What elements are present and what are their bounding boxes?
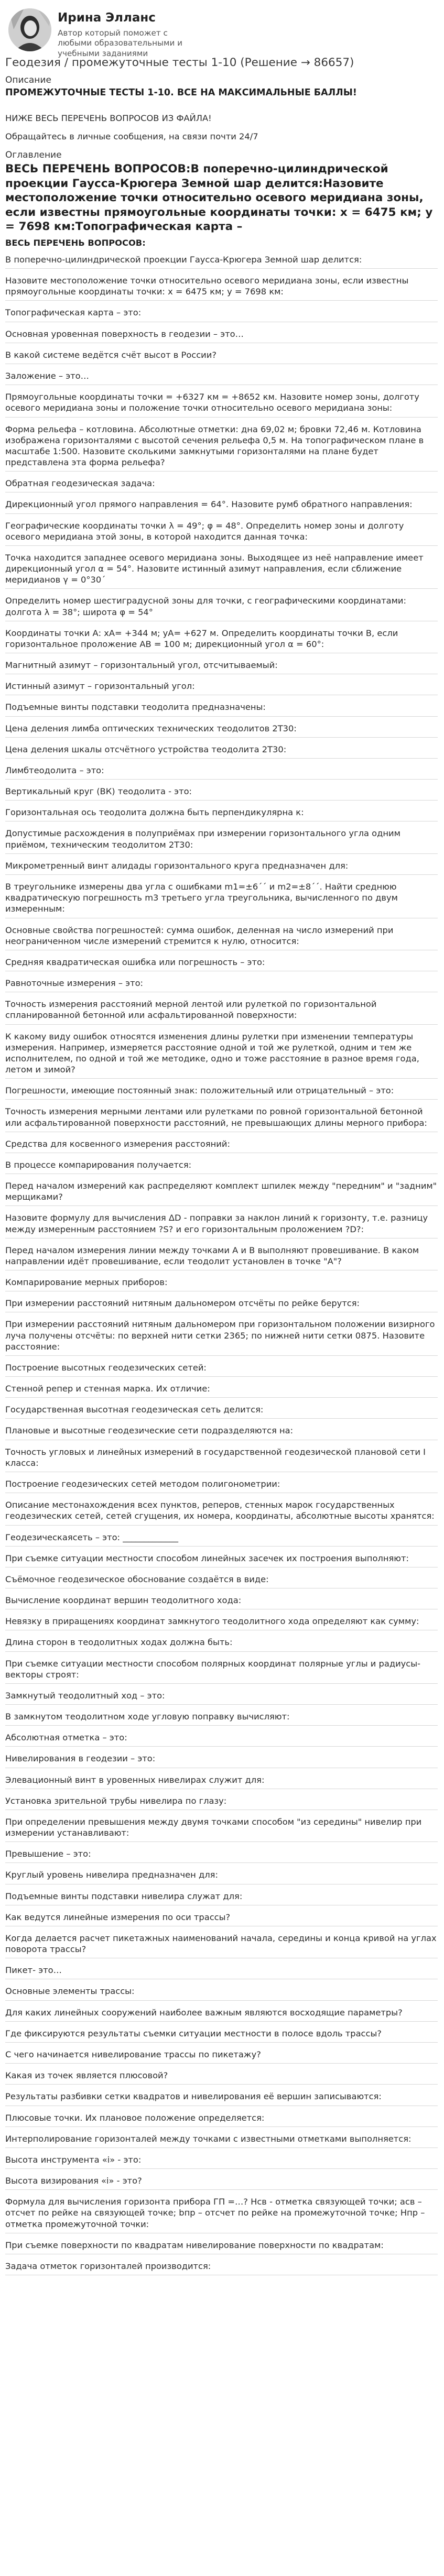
question-item: Координаты точки А: хА= +344 м; уА= +627 м. Определить координаты точки В, если горизонтальное проложение АВ = 100 м; дирекционный угол α = 60°: <box>5 626 438 653</box>
question-item: Погрешности, имеющие постоянный знак: положительный или отрицательный – это: <box>5 1083 438 1100</box>
question-item: Геодезическаясеть – это: _____________ <box>5 1530 438 1547</box>
question-item: В процессе компарирования получается: <box>5 1158 438 1174</box>
question-item: Точность угловых и линейных измерений в государственной геодезической плановой сети I класса: <box>5 1445 438 1472</box>
question-item: Как ведутся линейные измерения по оси трассы? <box>5 1910 438 1926</box>
question-item: Обратная геодезическая задача: <box>5 476 438 492</box>
toc-heading: ВЕСЬ ПЕРЕЧЕНЬ ВОПРОСОВ:В поперечно-цилиндрической проекции Гаусса-Крюгера Земной шар делится:Назовите местоположение точки относительно осевого меридиана зоны, если известны прямоугольные координаты точки: х = 6475 км; у = 7698 км:Топографическая карта – <box>5 162 433 234</box>
question-item: Компарирование мерных приборов: <box>5 1275 438 1291</box>
question-item: При съемке поверхности по квадратам нивелирование поверхности по квадратам: <box>5 2238 438 2254</box>
question-item: Заложение – это… <box>5 369 438 385</box>
file-note: НИЖЕ ВЕСЬ ПЕРЕЧЕНЬ ВОПРОСОВ ИЗ ФАЙЛА! <box>5 113 212 123</box>
question-item: Подъемные винты подставки нивелира служат для: <box>5 1889 438 1905</box>
question-item: Средства для косвенного измерения расстояний: <box>5 1137 438 1153</box>
question-item: Точка находится западнее осевого меридиана зоны. Выходящее из неё направление имеет дирекционный угол α = 54°. Назовите истинный азимут направления, если сближение меридианов γ = 0°30´ <box>5 551 438 589</box>
question-item: Высота инструмента «i» - это: <box>5 2153 438 2169</box>
question-item: Горизонтальная ось теодолита должна быть перпендикулярна к: <box>5 805 438 821</box>
author-name[interactable]: Ирина Элланс <box>58 11 156 25</box>
question-item: В поперечно-цилиндрической проекции Гаусса-Крюгера Земной шар делится: <box>5 253 438 269</box>
description-label: Описание <box>5 74 51 85</box>
question-item: Допустимые расхождения в полуприёмах при измерении горизонтального угла одним приёмом, техническим теодолитом 2Т30: <box>5 826 438 853</box>
question-item: При определении превышения между двумя точками способом "из середины" нивелир при измерении устанавливают: <box>5 1815 438 1842</box>
question-item: Цена деления шкалы отсчётного устройства теодолита 2Т30: <box>5 742 438 759</box>
question-item: Описание местонахождения всех пунктов, реперов, стенных марок государственных геодезических сетей, сетей сгущения, их номера, координаты, абсолютные высоты хранятся: <box>5 1498 438 1525</box>
intro-bold-text: ПРОМЕЖУТОЧНЫЕ ТЕСТЫ 1-10. ВСЕ НА МАКСИМАЛЬНЫЕ БАЛЛЫ! <box>5 87 357 98</box>
question-item: Замкнутый теодолитный ход – это: <box>5 1689 438 1705</box>
question-item: Для каких линейных сооружений наиболее важным являются восходящие параметры? <box>5 2005 438 2022</box>
question-item: Микрометренный винт алидады горизонтального круга предназначен для: <box>5 859 438 875</box>
question-item: Точность измерения расстояний мерной лентой или рулеткой по горизонтальной спланированной бетонной или асфальтированной поверхности: <box>5 997 438 1024</box>
question-item: Перед началом измерения линии между точками А и В выполняют провешивание. В каком направлении идёт провешивание, если теодолит установлен в точке "А"? <box>5 1243 438 1270</box>
question-item: Круглый уровень нивелира предназначен для: <box>5 1868 438 1884</box>
author-avatar[interactable] <box>8 8 51 51</box>
question-item: При измерении расстояний нитяным дальномером отсчёты по рейке берутся: <box>5 1296 438 1312</box>
question-item: Построение геодезических сетей методом полигонометрии: <box>5 1477 438 1493</box>
question-item: Истинный азимут – горизонтальный угол: <box>5 679 438 695</box>
question-item: Длина сторон в теодолитных ходах должна быть: <box>5 1635 438 1651</box>
question-item: Элевационный винт в уровенных нивелирах служит для: <box>5 1773 438 1789</box>
question-item: В замкнутом теодолитном ходе угловую поправку вычисляют: <box>5 1709 438 1726</box>
question-item: В треугольнике измерены два угла с ошибками m1=±6´´ и m2=±8´´. Найти среднюю квадратическую погрешность m3 третьего угла треугольника, вычисленного по двум измеренным: <box>5 880 438 918</box>
question-item: Дирекционный угол прямого направления = 64°. Назовите румб обратного направления: <box>5 497 438 513</box>
contact-note: Обращайтесь в личные сообщения, на связи почти 24/7 <box>5 131 258 141</box>
question-item: С чего начинается нивелирование трассы по пикетажу? <box>5 2047 438 2064</box>
question-item: Основные элементы трассы: <box>5 1984 438 2000</box>
question-item: Высота визирования «i» - это? <box>5 2174 438 2190</box>
question-item: Подъемные винты подставки теодолита предназначены: <box>5 700 438 716</box>
question-item: Государственная высотная геодезическая сеть делится: <box>5 1402 438 1419</box>
question-item: Магнитный азимут – горизонтальный угол, отсчитываемый: <box>5 658 438 674</box>
author-description: Автор который поможет с любыми образовательными и учебными заданиями <box>58 28 183 58</box>
question-item: Построение высотных геодезических сетей: <box>5 1361 438 1377</box>
toc-label: Оглавление <box>5 150 62 161</box>
document-title: Геодезия / промежуточные тесты 1-10 (Решение → 86657) <box>5 56 354 69</box>
questions-list-heading: ВЕСЬ ПЕРЕЧЕНЬ ВОПРОСОВ: <box>5 237 146 248</box>
question-item: Когда делается расчет пикетажных наименований начала, середины и конца кривой на углах поворота трассы? <box>5 1931 438 1958</box>
question-item: Плюсовые точки. Их плановое положение определяется: <box>5 2111 438 2127</box>
question-item: Топографическая карта – это: <box>5 305 438 322</box>
question-item: Форма рельефа – котловина. Абсолютные отметки: дна 69,02 м; бровки 72,46 м. Котловина изображена горизонталями с высотой сечения рельефа 0,5 м. На топографическом плане в масштабе 1:500. Назовите сколькими замкнутыми горизонталями на плане будет представлена эта форма рельефа? <box>5 422 438 472</box>
question-item: Пикет- это… <box>5 1963 438 1979</box>
question-item: Определить номер шестиградусной зоны для точки, с географическими координатами: долгота λ = 38°; широта φ = 54° <box>5 594 438 621</box>
question-item: Задача отметок горизонталей производится: <box>5 2259 438 2275</box>
question-item: Плановые и высотные геодезические сети подразделяются на: <box>5 1423 438 1440</box>
author-header <box>5 7 438 56</box>
question-item: Абсолютная отметка – это: <box>5 1730 438 1747</box>
question-item: Средняя квадратическая ошибка или погрешность – это: <box>5 955 438 971</box>
questions-list <box>5 253 438 2275</box>
question-item: Где фиксируются результаты съемки ситуации местности в полосе вдоль трассы? <box>5 2026 438 2043</box>
question-item: Назовите формулу для вычисления ΔD - поправки за наклон линий к горизонту, т.е. разницу между измеренным расстоянием ?S? и его горизонтальным проложением ?D?: <box>5 1211 438 1238</box>
question-item: Формула для вычисления горизонта прибора ГП =…? Нсв - отметка связующей точки; асв – отсчет по рейке на связующей точке; bпр – отсчет по рейке на промежуточной точке; Нпр – отметка промежуточной точки: <box>5 2195 438 2233</box>
question-item: Вычисление координат вершин теодолитного хода: <box>5 1593 438 1609</box>
question-item: Точность измерения мерными лентами или рулетками по ровной горизонтальной бетонной или асфальтированной поверхности расстояний, не превышающих длины мерного прибора: <box>5 1104 438 1132</box>
question-item: Вертикальный круг (ВК) теодолита - это: <box>5 784 438 801</box>
question-item: Назовите местоположение точки относительно осевого меридиана зоны, если известны прямоугольные координаты точки: х = 6475 км; у = 7698 км: <box>5 273 438 301</box>
question-item: Прямоугольные координаты точки = +6327 км = +8652 км. Назовите номер зоны, долготу осевого меридиана зоны и положение точки относительно осевого меридиана зоны: <box>5 390 438 417</box>
question-item: Нивелирования в геодезии – это: <box>5 1751 438 1768</box>
question-item: Какая из точек является плюсовой? <box>5 2068 438 2085</box>
question-item: При съемке ситуации местности способом полярных координат полярные углы и радиусы-векторы строят: <box>5 1657 438 1684</box>
question-item: Интерполирование горизонталей между точками с известными отметками выполняется: <box>5 2132 438 2148</box>
question-item: Установка зрительной трубы нивелира по глазу: <box>5 1794 438 1810</box>
question-item: Географические координаты точки λ = 49°; φ = 48°. Определить номер зоны и долготу осевого меридиана этой зоны, в которой находится данная точка: <box>5 519 438 546</box>
question-item: Равноточные измерения – это: <box>5 976 438 992</box>
question-item: Съёмочное геодезическое обоснование создаётся в виде: <box>5 1572 438 1588</box>
question-item: Невязку в приращениях координат замкнутого теодолитного хода определяют как сумму: <box>5 1614 438 1630</box>
question-item: Основные свойства погрешностей: сумма ошибок, деленная на число измерений при неограниченном числе измерений стремится к нулю, относится: <box>5 923 438 950</box>
question-item: В какой системе ведётся счёт высот в России? <box>5 348 438 364</box>
question-item: Стенной репер и стенная марка. Их отличие: <box>5 1382 438 1398</box>
question-item: При съемке ситуации местности способом линейных засечек их построения выполняют: <box>5 1551 438 1567</box>
question-item: Основная уровенная поверхность в геодезии – это… <box>5 327 438 343</box>
question-item: К какому виду ошибок относятся изменения длины рулетки при изменении температуры измерения. Например, измеряется расстояние одной и той же рулеткой, одним и тем же исполнителем, по одной и той же методике, одно и тоже расстояние в разное время года, летом и зимой? <box>5 1029 438 1079</box>
question-item: Превышение – это: <box>5 1847 438 1863</box>
question-item: При измерении расстояний нитяным дальномером при горизонтальном положении визирного луча получены отсчёты: по верхней нити сетки 2365; по нижней нити сетки 0875. Назовите расстояние: <box>5 1317 438 1356</box>
question-item: Лимбтеодолита – это: <box>5 763 438 780</box>
question-item: Цена деления лимба оптических технических теодолитов 2Т30: <box>5 721 438 738</box>
question-item: Перед началом измерений как распределяют комплект шпилек между "передним" и "задним" мерщиками? <box>5 1179 438 1206</box>
question-item: Результаты разбивки сетки квадратов и нивелирования её вершин записываются: <box>5 2089 438 2106</box>
